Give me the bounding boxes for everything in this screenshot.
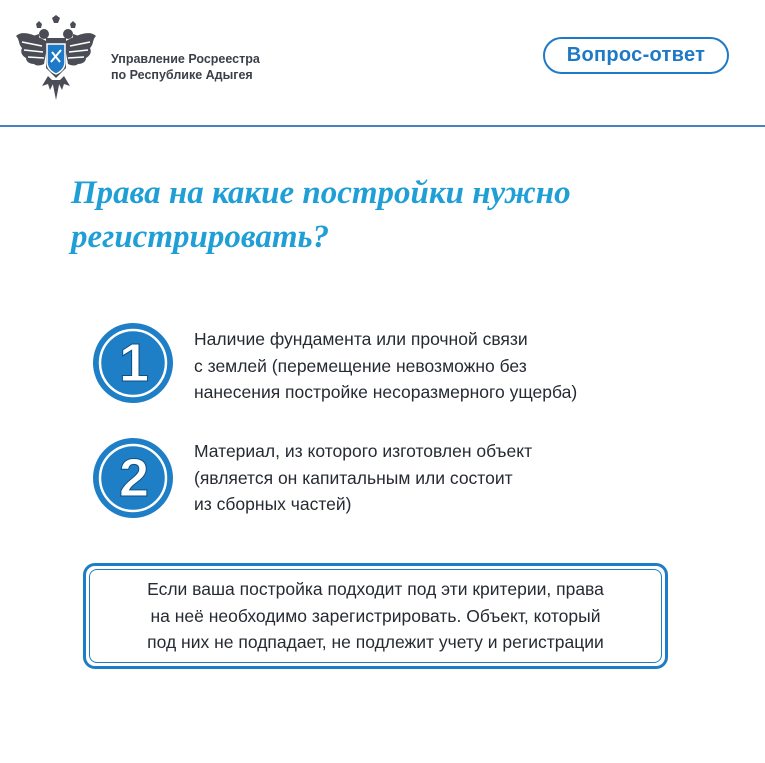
criterion-line: с землей (перемещение невозможно без [194, 355, 527, 376]
qa-badge: Вопрос-ответ [543, 37, 729, 74]
criterion-line: Наличие фундамента или прочной связи [194, 329, 528, 349]
title-line-2: регистрировать? [71, 219, 330, 255]
criterion-text [194, 326, 714, 406]
conclusion-line: Если ваша постройка подходит под эти критерии, права [147, 579, 604, 600]
title-line-1: Права на какие постройки нужно [71, 175, 571, 211]
number-one-badge-icon [91, 321, 175, 405]
criterion-line: Материал, из которого изготовлен объект [194, 441, 533, 461]
badge-number: 2 [118, 448, 150, 508]
number-two-badge-icon [91, 436, 175, 520]
org-line-2: по Республике Адыгея [111, 68, 253, 82]
conclusion-text [89, 569, 662, 663]
criterion-text [194, 438, 714, 518]
conclusion-box [83, 563, 668, 669]
page-title [71, 171, 711, 259]
criterion-line: нанесения постройке несоразмерного ущерба) [194, 382, 578, 402]
criterion-line: из сборных частей) [194, 494, 352, 514]
organization-name [111, 51, 260, 83]
badge-number: 1 [118, 333, 150, 393]
conclusion-line: на неё необходимо зарегистрировать. Объект, который [150, 605, 601, 626]
rosreestr-eagle-logo-icon [14, 14, 106, 102]
criterion-line: (является он капитальным или состоит [194, 467, 513, 488]
org-line-1: Управление Росреестра [111, 52, 260, 66]
conclusion-line: под них не подпадает, не подлежит учету и регистрации [147, 632, 604, 653]
header-divider [0, 125, 765, 127]
